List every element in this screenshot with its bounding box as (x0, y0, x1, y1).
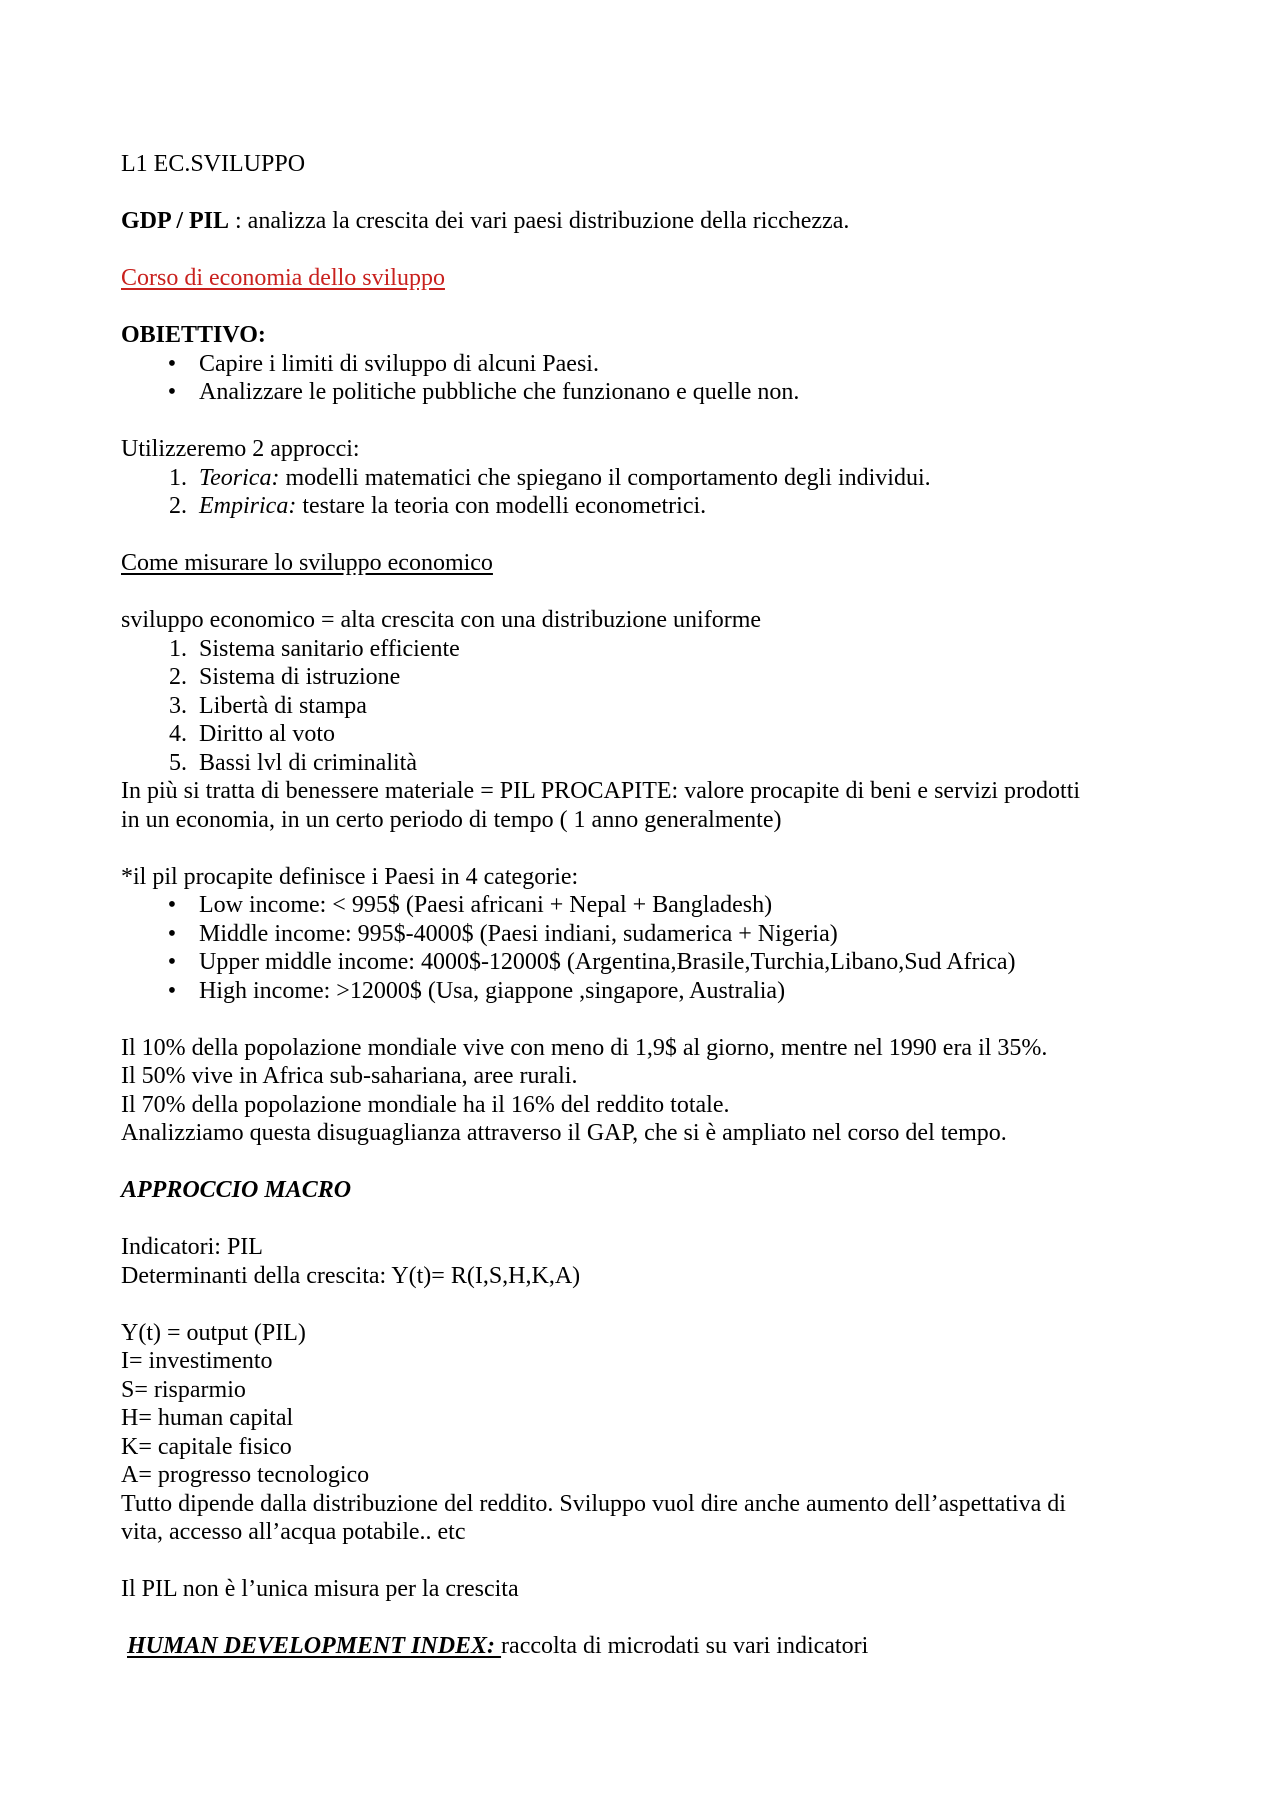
list-number: 4. (169, 721, 187, 747)
approach-term: Empirica: (199, 493, 297, 519)
hdi-text: raccolta di microdati su vari indicatori (501, 1633, 869, 1659)
list-item (121, 692, 1166, 721)
list-item-text: Sistema sanitario efficiente (199, 635, 460, 662)
pil-not-only-line: Il PIL non è l’unica misura per la crescita (121, 1576, 519, 1602)
list-item (121, 977, 1166, 1006)
variable-line: Y(t) = output (PIL) (121, 1319, 306, 1346)
list-item-text: Analizzare le politiche pubbliche che funzionano e quelle non. (199, 379, 800, 405)
gdp-definition (121, 207, 1166, 236)
measure-heading: Come misurare lo sviluppo economico (121, 550, 493, 576)
course-link[interactable]: Corso di economia dello sviluppo (121, 265, 445, 291)
variable-line: H= human capital (121, 1405, 294, 1431)
approaches-intro: Utilizzeremo 2 approcci: (121, 436, 360, 462)
objective-heading: OBIETTIVO: (121, 322, 266, 348)
bullet-marker: • (167, 949, 177, 975)
list-item (121, 464, 1166, 493)
categories-list (121, 891, 1166, 1005)
list-number: 3. (169, 692, 187, 719)
list-item-text: Middle income: 995$-4000$ (Paesi indiani, sudamerica + Nigeria) (199, 920, 838, 947)
document-title: L1 EC.SVILUPPO (121, 151, 306, 177)
list-item (121, 378, 1166, 407)
determinants-line: Determinanti della crescita: Y(t)= R(I,S,H,K,A) (121, 1262, 581, 1289)
gdp-text: : analizza la crescita dei vari paesi distribuzione della ricchezza. (229, 208, 850, 234)
list-item-text: High income: >12000$ (Usa, giappone ,singapore, Australia) (199, 977, 786, 1004)
list-item-text: Capire i limiti di sviluppo di alcuni Paesi. (199, 350, 599, 377)
list-item-text: Low income: < 995$ (Paesi africani + Nepal + Bangladesh) (199, 892, 773, 918)
variable-line: S= risparmio (121, 1376, 246, 1403)
list-item-text: Upper middle income: 4000$-12000$ (Argentina,Brasile,Turchia,Libano,Sud Africa) (199, 949, 1016, 975)
stat-line: Il 70% della popolazione mondiale ha il 16% del reddito totale. (121, 1091, 730, 1118)
measure-list (121, 635, 1166, 778)
pil-procapite-line-1: In più si tratta di benessere materiale = PIL PROCAPITE: valore procapite di beni e servizi prodotti (121, 778, 1081, 804)
list-item-text: Bassi lvl di criminalità (199, 749, 417, 776)
list-item (121, 891, 1166, 920)
variable-line: I= investimento (121, 1348, 273, 1374)
list-item-text: Sistema di istruzione (199, 664, 401, 690)
bullet-marker: • (167, 350, 177, 377)
variable-line: A= progresso tecnologico (121, 1462, 370, 1488)
distribution-line-2: vita, accesso all’acqua potabile.. etc (121, 1519, 466, 1545)
list-item-text: Libertà di stampa (199, 692, 367, 719)
list-number: 2. (169, 493, 187, 519)
pil-procapite-line-2: in un economia, in un certo periodo di tempo ( 1 anno generalmente) (121, 806, 782, 833)
list-item-text: Diritto al voto (199, 721, 335, 747)
list-item (121, 920, 1166, 949)
gdp-label: GDP / PIL (121, 208, 230, 234)
stat-line: Il 50% vive in Africa sub-sahariana, aree rurali. (121, 1063, 578, 1089)
indicators-line: Indicatori: PIL (121, 1234, 263, 1260)
categories-intro: *il pil procapite definisce i Paesi in 4 categorie: (121, 863, 579, 890)
list-number: 1. (169, 464, 187, 491)
list-item (121, 492, 1166, 521)
approach-text: modelli matematici che spiegano il comportamento degli individui. (279, 464, 931, 491)
list-item (121, 635, 1166, 664)
list-item (121, 948, 1166, 977)
document-page (121, 150, 1166, 1661)
list-number: 2. (169, 664, 187, 690)
list-item (121, 350, 1166, 379)
hdi-line (121, 1632, 1166, 1661)
bullet-marker: • (167, 379, 177, 405)
stat-line: Il 10% della popolazione mondiale vive con meno di 1,9$ al giorno, mentre nel 1990 era il 35%. (121, 1034, 1048, 1061)
measure-definition: sviluppo economico = alta crescita con una distribuzione uniforme (121, 607, 762, 633)
list-item (121, 720, 1166, 749)
hdi-label: HUMAN DEVELOPMENT INDEX: (127, 1633, 502, 1659)
bullet-marker: • (167, 977, 177, 1004)
variable-line: K= capitale fisico (121, 1433, 292, 1460)
list-number: 5. (169, 749, 187, 776)
list-item (121, 749, 1166, 778)
distribution-line-1: Tutto dipende dalla distribuzione del reddito. Sviluppo vuol dire anche aumento dell’aspettativa di (121, 1490, 1066, 1517)
approaches-list (121, 464, 1166, 521)
list-number: 1. (169, 635, 187, 662)
approach-text: testare la teoria con modelli econometrici. (296, 493, 707, 519)
bullet-marker: • (167, 892, 177, 918)
stat-line: Analizziamo questa disuguaglianza attraverso il GAP, che si è ampliato nel corso del tempo. (121, 1120, 1007, 1146)
approach-term: Teorica: (199, 464, 280, 491)
macro-heading: APPROCCIO MACRO (121, 1177, 352, 1203)
bullet-marker: • (167, 920, 177, 947)
list-item (121, 663, 1166, 692)
objective-list (121, 350, 1166, 407)
